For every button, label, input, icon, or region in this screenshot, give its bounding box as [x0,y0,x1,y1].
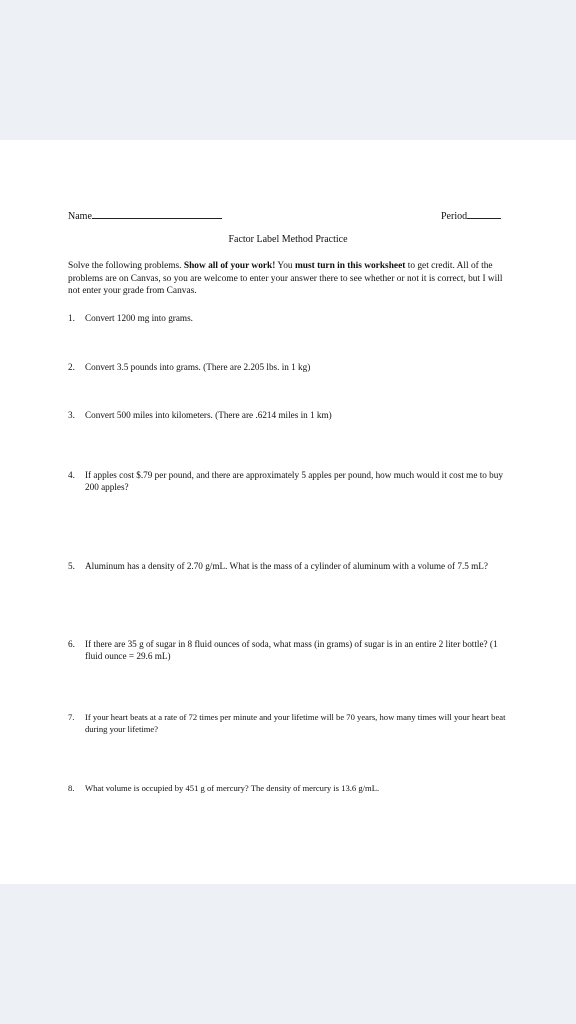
problem-text: If apples cost $.79 per pound, and there are approximately 5 apples per pound, how much would it cost me to buy 200 apples? [85,470,503,492]
problem-text: Convert 500 miles into kilometers. (There are .6214 miles in 1 km) [85,410,332,420]
name-field [68,209,222,222]
problem-4 [68,469,512,493]
problem-number: 3. [68,410,75,420]
instructions-bold-2: must turn in this worksheet [294,261,406,271]
period-blank-line [467,209,501,219]
period-label: Period [441,211,468,222]
page-title: Factor Label Method Practice [228,234,348,245]
problem-5 [68,560,512,572]
problem-text: Convert 3.5 pounds into grams. (There are 2.205 lbs. in 1 kg) [85,362,311,372]
problem-number: 4. [68,470,75,480]
problem-2 [68,361,512,373]
problem-number: 1. [68,313,75,323]
problem-number: 7. [68,712,75,722]
problem-text: Convert 1200 mg into grams. [85,313,193,323]
problem-3 [68,409,512,421]
name-blank-line [92,209,222,219]
worksheet-page [0,140,576,884]
problem-6 [68,638,512,662]
instructions-paragraph [68,260,508,298]
problem-number: 5. [68,561,75,571]
problem-number: 8. [68,783,75,793]
problem-number: 2. [68,362,75,372]
instructions-text-2: You [275,261,295,271]
problem-1 [68,312,512,324]
problem-text: What volume is occupied by 451 g of mercury? The density of mercury is 13.6 g/mL. [85,783,380,793]
instructions-text-3: to get credit. All of the problems are on Canvas, so you are welcome to enter your answer there to see whether or not it is correct, but I will not enter your grade from Canvas. [68,261,503,296]
problem-7 [68,711,512,735]
name-label: Name [68,211,92,222]
problem-text: Aluminum has a density of 2.70 g/mL. What is the mass of a cylinder of aluminum with a volume of 7.5 mL? [85,561,488,571]
problem-text: If your heart beats at a rate of 72 times per minute and your lifetime will be 70 years, how many times will your heart beat during your lifetime? [85,712,506,734]
problem-8 [68,782,512,794]
period-field [441,209,501,222]
problem-text: If there are 35 g of sugar in 8 fluid ounces of soda, what mass (in grams) of sugar is in an entire 2 liter bottle? (1 fluid ounce = 29.6 mL) [85,639,498,661]
instructions-bold-1: Show all of your work! [183,261,276,271]
problem-number: 6. [68,639,75,649]
instructions-text-1: Solve the following problems. [68,261,184,271]
